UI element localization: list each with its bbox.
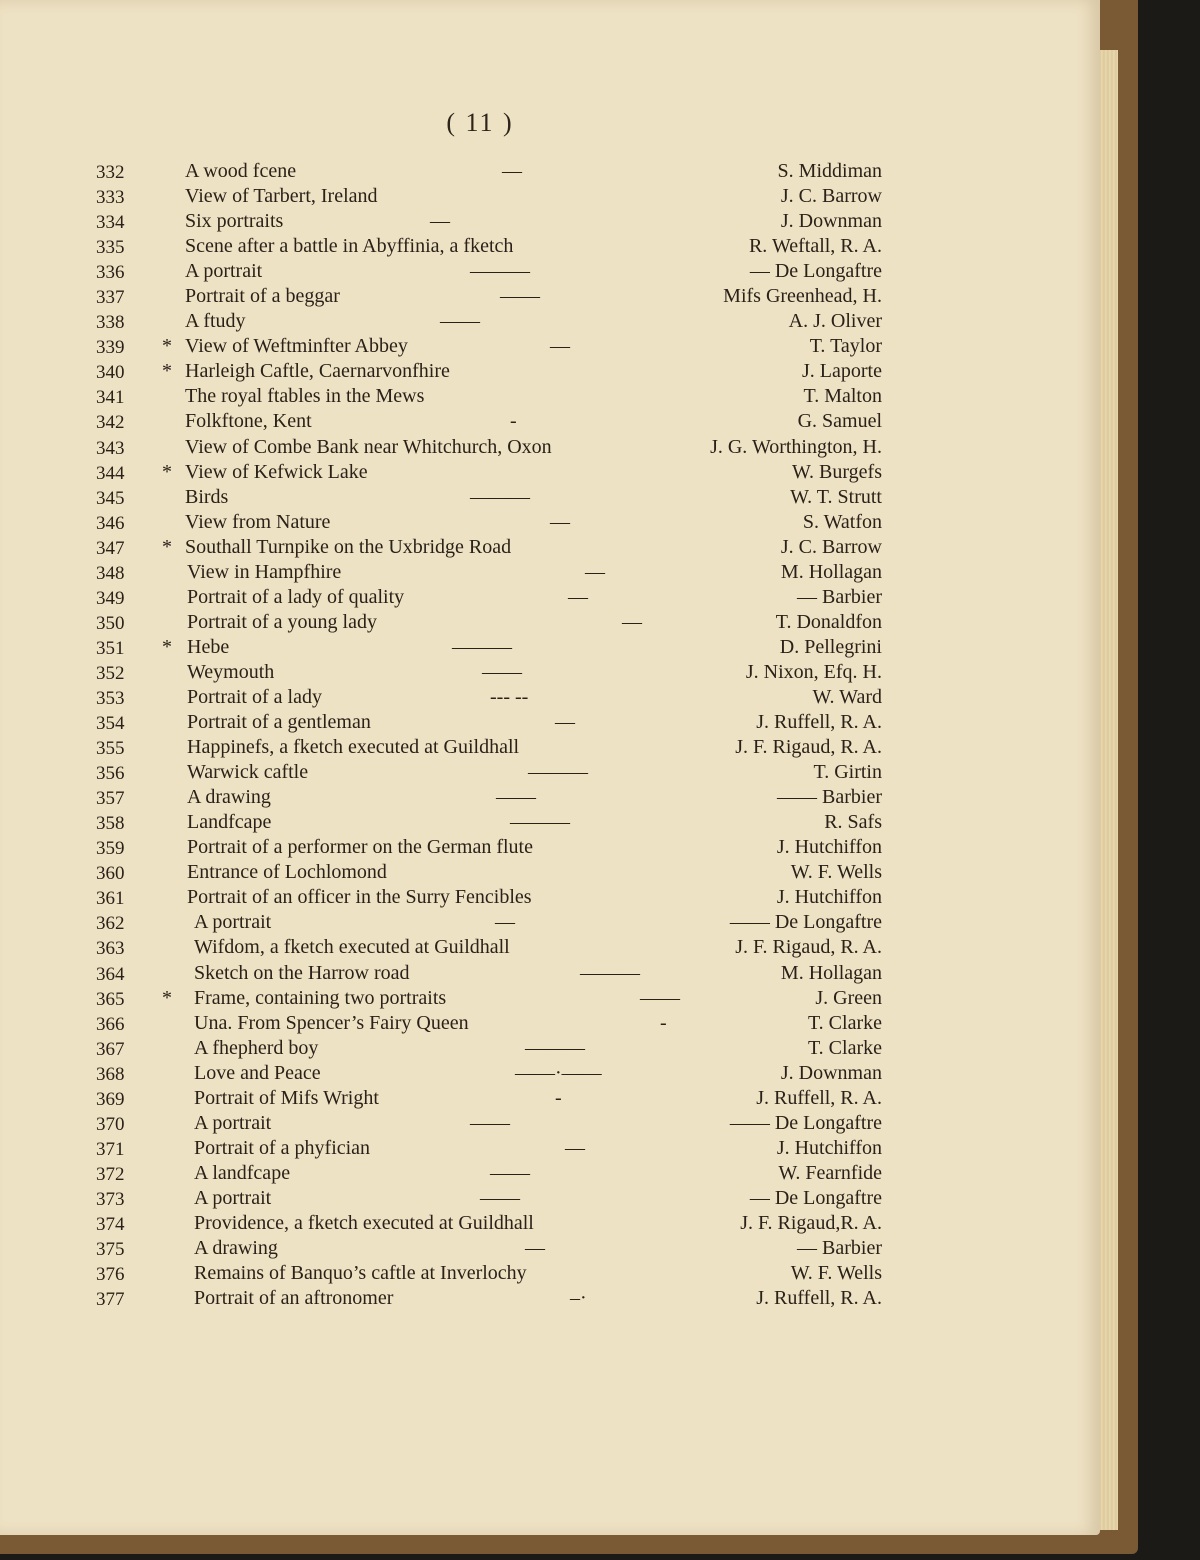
catalogue-entry: [0, 962, 1100, 987]
catalogue-entry: [0, 1012, 1100, 1037]
artist-name: S. Middiman: [777, 160, 882, 182]
artist-name: J. C. Barrow: [780, 535, 882, 558]
entry-title: Portrait of a beggar: [185, 285, 340, 308]
entry-number: 360: [96, 863, 125, 885]
leader-dash: —: [495, 911, 515, 934]
leader-dash: ——: [480, 1186, 520, 1209]
entry-title: Sketch on the Harrow road: [194, 961, 410, 984]
entry-title: A wood fcene: [185, 160, 297, 182]
artist-name: J. F. Rigaud, R. A.: [735, 936, 882, 959]
entry-title: Hebe: [187, 635, 230, 658]
entry-title: Entrance of Lochlomond: [187, 861, 387, 884]
artist-name: T. Clarke: [807, 1036, 882, 1059]
entry-title: Harleigh Caftle, Caernarvonfhire: [185, 360, 450, 383]
catalogue-entry: [0, 911, 1100, 936]
artist-name: W. Burgefs: [792, 460, 882, 483]
artist-name: W. Ward: [812, 685, 882, 708]
entry-number: 355: [96, 738, 125, 760]
artist-name: J. F. Rigaud, R. A.: [735, 736, 882, 759]
artist-name: S. Watfon: [802, 510, 882, 533]
entry-title: Remains of Banquo’s caftle at Inverlochy: [194, 1262, 527, 1285]
leader-dash: —: [565, 1136, 585, 1159]
artist-name: J. F. Rigaud,R. A.: [740, 1211, 882, 1234]
artist-name: — Barbier: [797, 1237, 882, 1260]
entry-title: Love and Peace: [194, 1061, 321, 1084]
leader-dash: ——: [440, 310, 480, 333]
catalogue-entry: [0, 260, 1100, 285]
leader-dash: —: [430, 210, 450, 233]
leader-dash: -: [660, 1011, 667, 1034]
leader-dash: —: [555, 711, 575, 734]
catalogue-entry: [0, 1262, 1100, 1287]
entry-title: Portrait of an aftronomer: [194, 1287, 394, 1310]
catalogue-entry: [0, 686, 1100, 711]
artist-name: M. Hollagan: [780, 560, 882, 583]
catalogue-entry: [0, 360, 1100, 385]
artist-name: D. Pellegrini: [779, 635, 882, 658]
asterisk-marker: *: [162, 986, 172, 1009]
entry-number: 377: [96, 1289, 125, 1311]
artist-name: W. F. Wells: [790, 861, 882, 884]
entry-number: 354: [96, 713, 125, 735]
leader-dash: ——: [482, 660, 522, 683]
artist-name: T. Malton: [803, 385, 882, 408]
leader-dash: -: [510, 410, 517, 433]
artist-name: J. C. Barrow: [780, 185, 882, 208]
asterisk-marker: *: [162, 635, 172, 658]
artist-name: J. Downman: [780, 1061, 882, 1084]
catalogue-entry: [0, 1062, 1100, 1087]
leader-dash: ———: [528, 761, 588, 784]
entry-title: A portrait: [194, 1111, 272, 1134]
entry-number: 334: [96, 212, 125, 234]
catalogue-entry: [0, 1187, 1100, 1212]
entry-title: Providence, a fketch executed at Guildhall: [194, 1211, 534, 1234]
catalogue-list: [0, 160, 1100, 1312]
artist-name: W. F. Wells: [790, 1262, 882, 1285]
artist-name: Mifs Greenhead, H.: [723, 285, 882, 308]
catalogue-entry: [0, 385, 1100, 410]
catalogue-entry: [0, 1237, 1100, 1262]
entry-number: 351: [96, 637, 125, 659]
entry-title: Portrait of a lady: [187, 685, 322, 708]
leader-dash: ——: [470, 1111, 510, 1134]
catalogue-entry: [0, 310, 1100, 335]
catalogue-entry: [0, 1212, 1100, 1237]
catalogue-entry: [0, 761, 1100, 786]
catalogue-entry: [0, 1137, 1100, 1162]
artist-name: — De Longaftre: [749, 1186, 882, 1209]
entry-title: Happinefs, a fketch executed at Guildhall: [187, 736, 520, 759]
artist-name: —— De Longaftre: [729, 911, 882, 934]
catalogue-entry: [0, 1037, 1100, 1062]
entry-number: 368: [96, 1063, 125, 1085]
artist-name: J. Downman: [780, 210, 882, 233]
entry-number: 346: [96, 512, 125, 534]
entry-title: A drawing: [187, 786, 271, 809]
catalogue-entry: [0, 160, 1100, 185]
entry-title: Weymouth: [187, 660, 275, 683]
entry-title: A drawing: [194, 1237, 278, 1260]
entry-number: 339: [96, 337, 125, 359]
artist-name: T. Taylor: [809, 335, 882, 358]
entry-number: 367: [96, 1038, 125, 1060]
catalogue-entry: [0, 611, 1100, 636]
entry-number: 347: [96, 537, 125, 559]
leader-dash: ——: [640, 986, 680, 1009]
catalogue-entry: [0, 561, 1100, 586]
asterisk-marker: *: [162, 535, 172, 558]
entry-title: A portrait: [194, 1186, 272, 1209]
artist-name: J. Hutchiffon: [776, 886, 882, 909]
entry-number: 348: [96, 562, 125, 584]
entry-title: Southall Turnpike on the Uxbridge Road: [185, 535, 512, 558]
entry-title: Portrait of a young lady: [187, 610, 377, 633]
leader-dash: –·: [570, 1287, 587, 1310]
entry-title: Birds: [185, 485, 229, 508]
entry-number: 338: [96, 312, 125, 334]
entry-title: A fhepherd boy: [194, 1036, 319, 1059]
entry-title: A ftudy: [185, 310, 246, 333]
artist-name: J. Laporte: [802, 360, 882, 383]
entry-number: 357: [96, 788, 125, 810]
catalogue-entry: [0, 436, 1100, 461]
catalogue-entry: [0, 335, 1100, 360]
catalogue-entry: [0, 511, 1100, 536]
entry-number: 335: [96, 237, 125, 259]
entry-title: View of Tarbert, Ireland: [185, 185, 378, 208]
leader-dash: ——: [490, 1161, 530, 1184]
catalogue-entry: [0, 636, 1100, 661]
artist-name: J. G. Worthington, H.: [710, 435, 882, 458]
entry-number: 369: [96, 1088, 125, 1110]
page-number: ( 11 ): [446, 108, 514, 137]
entry-number: 374: [96, 1213, 125, 1235]
entry-number: 353: [96, 687, 125, 709]
entry-number: 337: [96, 287, 125, 309]
catalogue-entry: [0, 811, 1100, 836]
entry-number: 345: [96, 487, 125, 509]
entry-number: 358: [96, 813, 125, 835]
entry-title: Scene after a battle in Abyffinia, a fketch: [185, 235, 514, 258]
leader-dash: ——: [500, 285, 540, 308]
entry-number: 336: [96, 262, 125, 284]
entry-title: View of Kefwick Lake: [185, 460, 368, 483]
catalogue-entry: [0, 987, 1100, 1012]
catalogue-entry: [0, 1162, 1100, 1187]
entry-title: Portrait of a phyfician: [194, 1136, 371, 1159]
leader-dash: ———: [510, 811, 570, 834]
entry-title: Wifdom, a fketch executed at Guildhall: [194, 936, 510, 959]
entry-title: Six portraits: [185, 210, 284, 233]
catalogue-entry: [0, 836, 1100, 861]
artist-name: J. Nixon, Efq. H.: [745, 660, 882, 683]
artist-name: A. J. Oliver: [788, 310, 882, 333]
entry-title: The royal ftables in the Mews: [185, 385, 425, 408]
catalogue-entry: [0, 486, 1100, 511]
artist-name: T. Donaldfon: [775, 610, 882, 633]
artist-name: R. Weftall, R. A.: [748, 235, 882, 258]
entry-title: View in Hampfhire: [187, 560, 342, 583]
artist-name: J. Hutchiffon: [776, 836, 882, 859]
catalogue-entry: [0, 285, 1100, 310]
entry-number: 333: [96, 187, 125, 209]
entry-number: 364: [96, 963, 125, 985]
entry-number: 343: [96, 437, 125, 459]
artist-name: R. Safs: [824, 811, 882, 834]
catalogue-entry: [0, 1112, 1100, 1137]
artist-name: M. Hollagan: [780, 961, 882, 984]
catalogue-entry: [0, 235, 1100, 260]
leader-dash: —: [502, 160, 522, 182]
entry-title: A portrait: [194, 911, 272, 934]
catalogue-entry: [0, 210, 1100, 235]
entry-title: Portrait of an officer in the Surry Fencibles: [187, 886, 532, 909]
leader-dash: ——: [496, 786, 536, 809]
artist-name: —— Barbier: [777, 786, 882, 809]
entry-number: 375: [96, 1239, 125, 1261]
entry-title: Portrait of Mifs Wright: [194, 1086, 379, 1109]
entry-number: 350: [96, 612, 125, 634]
entry-number: 371: [96, 1138, 125, 1160]
artist-name: W. T. Strutt: [790, 485, 882, 508]
catalogue-entry: [0, 711, 1100, 736]
asterisk-marker: *: [162, 360, 172, 383]
artist-name: J. Green: [815, 986, 882, 1009]
leader-dash: ——·——: [515, 1061, 602, 1084]
artist-name: —— De Longaftre: [729, 1111, 882, 1134]
entry-title: View of Combe Bank near Whitchurch, Oxon: [185, 435, 552, 458]
asterisk-marker: *: [162, 335, 172, 358]
entry-title: Portrait of a gentleman: [187, 711, 371, 734]
catalogue-entry: [0, 936, 1100, 961]
entry-title: A portrait: [185, 260, 263, 283]
entry-number: 344: [96, 462, 125, 484]
catalogue-entry: [0, 1287, 1100, 1312]
entry-number: 366: [96, 1013, 125, 1035]
leader-dash: —: [550, 510, 570, 533]
artist-name: — De Longaftre: [749, 260, 882, 283]
leader-dash: ———: [470, 485, 530, 508]
catalogue-entry: [0, 586, 1100, 611]
entry-title: Landfcape: [187, 811, 272, 834]
catalogue-entry: [0, 1087, 1100, 1112]
entry-number: 342: [96, 412, 125, 434]
leader-dash: ———: [580, 961, 640, 984]
entry-number: 373: [96, 1188, 125, 1210]
artist-name: J. Ruffell, R. A.: [756, 711, 882, 734]
entry-number: 352: [96, 662, 125, 684]
entry-title: Portrait of a performer on the German flute: [187, 836, 533, 859]
entry-number: 356: [96, 763, 125, 785]
leader-dash: —: [585, 560, 605, 583]
leader-dash: ———: [452, 635, 512, 658]
leader-dash: -: [555, 1086, 562, 1109]
leader-dash: --- --: [490, 685, 529, 708]
catalogue-entry: [0, 185, 1100, 210]
entry-number: 340: [96, 362, 125, 384]
entry-number: 365: [96, 988, 125, 1010]
artist-name: — Barbier: [797, 585, 882, 608]
entry-number: 362: [96, 913, 125, 935]
artist-name: T. Clarke: [807, 1011, 882, 1034]
entry-number: 372: [96, 1163, 125, 1185]
catalogue-entry: [0, 736, 1100, 761]
leader-dash: —: [622, 610, 642, 633]
leader-dash: ———: [525, 1036, 585, 1059]
catalogue-entry: [0, 461, 1100, 486]
entry-title: Portrait of a lady of quality: [187, 585, 405, 608]
entry-title: Warwick caftle: [187, 761, 309, 784]
entry-number: 361: [96, 888, 125, 910]
entry-number: 332: [96, 162, 125, 183]
leader-dash: —: [525, 1237, 545, 1260]
catalogue-entry: [0, 861, 1100, 886]
catalogue-entry: [0, 536, 1100, 561]
artist-name: T. Girtin: [813, 761, 882, 784]
entry-title: View of Weftminfter Abbey: [185, 335, 408, 358]
entry-title: View from Nature: [185, 510, 331, 533]
artist-name: J. Hutchiffon: [776, 1136, 882, 1159]
leader-dash: ———: [470, 260, 530, 283]
entry-number: 359: [96, 838, 125, 860]
artist-name: J. Ruffell, R. A.: [756, 1086, 882, 1109]
catalogue-entry: [0, 661, 1100, 686]
entry-title: Folkftone, Kent: [185, 410, 312, 433]
asterisk-marker: *: [162, 460, 172, 483]
entry-title: Una. From Spencer’s Fairy Queen: [194, 1011, 469, 1034]
artist-name: J. Ruffell, R. A.: [756, 1287, 882, 1310]
entry-number: 376: [96, 1264, 125, 1286]
entry-number: 341: [96, 387, 125, 409]
entry-number: 349: [96, 587, 125, 609]
artist-name: W. Fearnfide: [778, 1161, 882, 1184]
entry-title: A landfcape: [194, 1161, 291, 1184]
catalogue-entry: [0, 786, 1100, 811]
entry-number: 363: [96, 938, 125, 960]
leader-dash: —: [568, 585, 588, 608]
entry-title: Frame, containing two portraits: [194, 986, 447, 1009]
entry-number: 370: [96, 1113, 125, 1135]
leader-dash: —: [550, 335, 570, 358]
catalogue-entry: [0, 886, 1100, 911]
catalogue-entry: [0, 410, 1100, 435]
artist-name: G. Samuel: [797, 410, 882, 433]
